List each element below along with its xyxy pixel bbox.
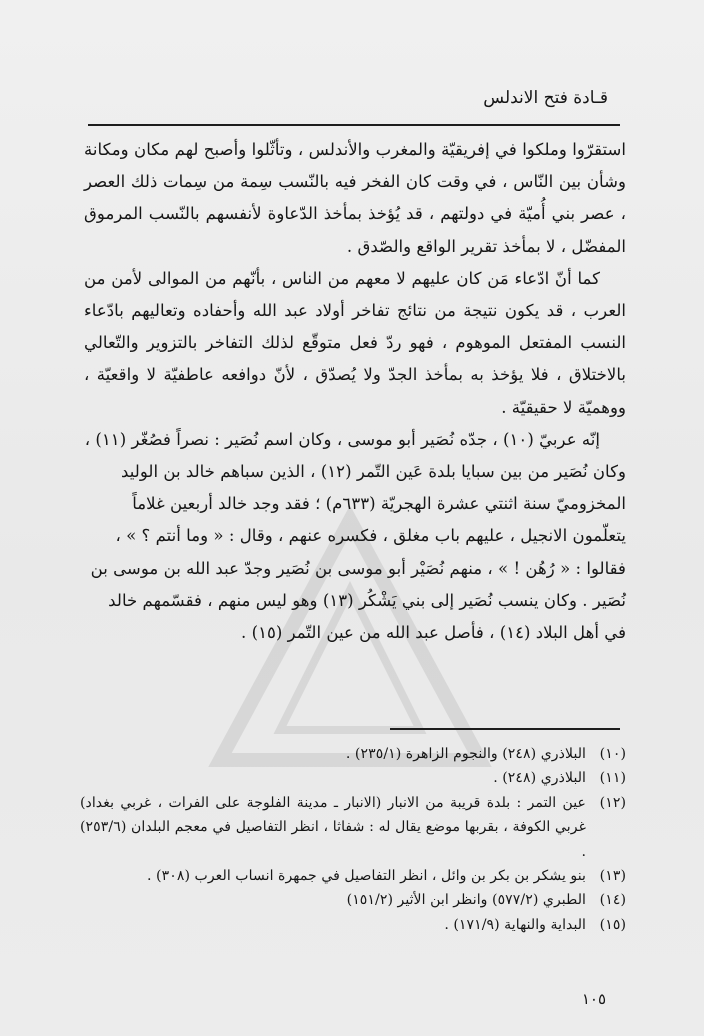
main-text xyxy=(84,134,626,649)
footnote-text: عين التمر : بلدة قريبة من الانبار (الانبار ـ مدينة الفلوجة على الفرات ، غربي بغداد) غربي الكوفة ، بقربها موضع يقال له : شفاثا ، انظر التفاصيل في معجم البلدان (٢٥٣/٦) . xyxy=(80,794,586,860)
running-head: قـادة فتح الاندلس xyxy=(483,88,608,108)
footnote-number: (١٢) xyxy=(599,794,626,811)
footnote-number: (١٣) xyxy=(599,868,626,885)
footnote-text: الطبري (٥٧٧/٢) وانظر ابن الأثير (١٥١/٢) xyxy=(346,892,586,909)
paragraph: إنّه عربيّ (١٠) ، جدّه نُصَير أبو موسى ، وكان اسم نُصَير : نصراً فصُغّر (١١) ، وكان نُصَير من بين سبايا بلدة عَين التّمر (١٢) ، الذين سباهم خالد بن الوليد المخزوميّ سنة اثنتي عشرة الهجريّة (٦٣٣م) ؛ فقد وجد خالد أربعين غلاماً يتعلّمون الانجيل ، عليهم باب مغلق ، فكسره عنهم ، وقال : « وما أنتم ؟ » ، فقالوا : « رُهُن ! » ، منهم نُصَيْر أبو موسى بن نُصَير وجدّ عبد الله بن موسى بن نُصَير . وكان ينسب نُصَير إلى بني يَشْكُر (١٣) وهو ليس منهم ، فقسّمهم خالد في أهل البلاد (١٤) ، فأصل عبد الله من عين التّمر (١٥) . xyxy=(84,429,626,643)
footnote-text: البداية والنهاية (١٧١/٩) . xyxy=(444,916,586,933)
page-number: ١٠٥ xyxy=(581,990,606,1008)
header-rule xyxy=(88,124,620,126)
footnote xyxy=(80,913,626,937)
footnote xyxy=(80,864,626,888)
footnote-text: بنو يشكر بن بكر بن وائل ، انظر التفاصيل في جمهرة انساب العرب (٣٠٨) . xyxy=(147,868,586,885)
footnote xyxy=(80,766,626,790)
footnote-rule xyxy=(390,728,620,730)
footnote-number: (١٥) xyxy=(599,916,626,933)
footnote-text: البلاذري (٢٤٨) والنجوم الزاهرة (٢٣٥/١) . xyxy=(345,746,586,762)
paragraph: كما أنّ ادّعاء مَن كان عليهم لا معهم من الناس ، بأنّهم من الموالى لأمن من العرب ، قد يكون نتيجة من نتائج تفاخر أولاد عبد الله وأحفاده وتعاليهم بادّعاء النسب المفتعل الموهوم ، فهو ردّ فعل متوقّع لذلك التفاخر بالتزوير والتّعالي بالاختلاق ، فلا يؤخذ به بمأخذ الجدّ ولا يُصدّق ، لأنّ دوافعه عاطفيّة لا واقعيّة ، ووهميّة لا حقيقيّة . xyxy=(84,268,626,417)
footnotes xyxy=(80,742,626,937)
footnote-text: البلاذري (٢٤٨) . xyxy=(493,770,586,787)
footnote-number: (١٠) xyxy=(599,746,626,762)
footnote xyxy=(80,888,626,912)
footnote-number: (١٤) xyxy=(599,892,626,909)
paragraph: استقرّوا وملكوا في إفريقيّة والمغرب والأندلس ، وتأثّلوا وأصبح لهم مكان ومكانة وشأن بين النّاس ، في وقت كان الفخر فيه بالنّسب سِمة من سِمات ذلك العصر ، عصر بني أُميّة في دولتهم ، قد يُؤخذ بمأخذ الدّعاوة لأنفسهم بالنّسب المرموق المفضّل ، لا بمأخذ تقرير الواقع والصّدق . xyxy=(84,140,626,256)
footnote xyxy=(80,791,626,864)
footnote-number: (١١) xyxy=(599,770,626,787)
footnote xyxy=(80,742,626,766)
